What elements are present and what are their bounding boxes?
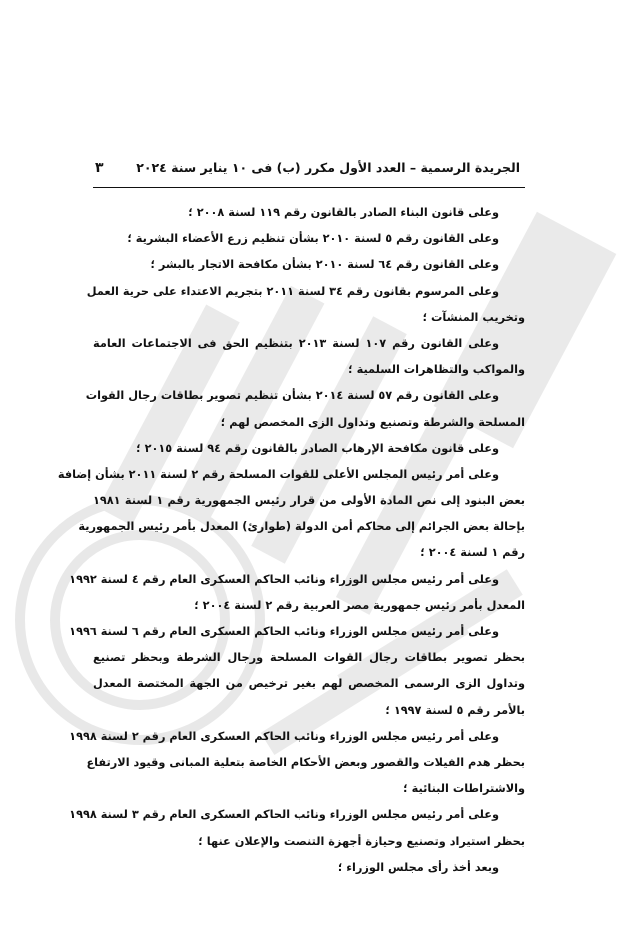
text-line: وعلى أمر رئيس مجلس الوزراء ونائب الحاكم العسكرى العام رقم ٦ لسنة ١٩٩٦: [69, 625, 499, 638]
text-line: بإحالة بعض الجرائم إلى محاكم أمن الدولة (طوارئ) المعدل بأمر رئيس الجمهورية: [78, 520, 525, 534]
text-line: وتخريب المنشآت ؛: [422, 310, 525, 324]
text-line: وعلى أمر رئيس مجلس الوزراء ونائب الحاكم العسكرى العام رقم ٣ لسنة ١٩٩٨: [69, 808, 499, 822]
text-line: وعلى أمر رئيس مجلس الوزراء ونائب الحاكم العسكرى العام رقم ٤ لسنة ١٩٩٢: [69, 572, 499, 586]
text-line: وعلى قانون البناء الصادر بالقانون رقم ١١٩ لسنة ٢٠٠٨ ؛: [188, 206, 499, 219]
text-line: وعلى القانون رقم ٥٧ لسنة ٢٠١٤ بشأن تنظيم تصوير بطاقات رجال القوات: [85, 389, 499, 403]
page-number: ٣: [95, 160, 104, 176]
text-line: والاشتراطات البنائية ؛: [403, 782, 525, 796]
text-line: وعلى أمر رئيس مجلس الوزراء ونائب الحاكم العسكرى العام رقم ٢ لسنة ١٩٩٨: [69, 729, 499, 743]
text-line: وعلى المرسوم بقانون رقم ٣٤ لسنة ٢٠١١ بتجريم الاعتداء على حرية العمل: [86, 284, 499, 298]
text-line: المسلحة والشرطة وتصنيع وتداول الزى المخصص لهم ؛: [220, 415, 525, 429]
text-line: بالأمر رقم ٥ لسنة ١٩٩٧ ؛: [385, 703, 525, 717]
text-line: وبعد أخذ رأى مجلس الوزراء ؛: [337, 860, 499, 874]
text-line: وعلى أمر رئيس المجلس الأعلى للقوات المسلحة رقم ٢ لسنة ٢٠١١ بشأن إضافة: [57, 467, 499, 481]
text-line: رقم ١ لسنة ٢٠٠٤ ؛: [420, 546, 525, 560]
text-line: بحظر تصوير بطاقات رجال القوات المسلحة ورجال الشرطة وبحظر تصنيع: [93, 651, 525, 665]
text-line: بعض البنود إلى نص المادة الأولى من قرار رئيس الجمهورية رقم ١ لسنة ١٩٨١: [93, 494, 525, 508]
text-line: وعلى القانون رقم ١٠٧ لسنة ٢٠١٣ بتنظيم الحق فى الاجتماعات العامة: [93, 336, 499, 350]
text-line: المعدل بأمر رئيس جمهورية مصر العربية رقم ٢ لسنة ٢٠٠٤ ؛: [194, 598, 525, 612]
text-line: وعلى القانون رقم ٦٤ لسنة ٢٠١٠ بشأن مكافحة الاتجار بالبشر ؛: [150, 258, 499, 272]
text-line: وتداول الزى الرسمى المخصص لهم بغير ترخيص من الجهة المختصة المعدل: [93, 677, 525, 691]
text-line: وعلى القانون رقم ٥ لسنة ٢٠١٠ بشأن تنظيم زرع الأعضاء البشرية ؛: [127, 232, 499, 246]
document-body: [57, 200, 525, 881]
text-line: والمواكب والتظاهرات السلمية ؛: [348, 363, 525, 377]
text-line: بحظر هدم الفيلات والقصور وبعض الأحكام الخاصة بتعلية المبانى وقيود الارتفاع: [86, 755, 525, 769]
header-title: الجريدة الرسمية – العدد الأول مكرر (ب) فى ١٠ يناير سنة ٢٠٢٤: [136, 160, 520, 175]
text-line: بحظر استيراد وتصنيع وحيازة أجهزة التنصت والإعلان عنها ؛: [198, 834, 525, 848]
header-divider: [93, 187, 525, 188]
page-header: [95, 158, 520, 180]
text-line: وعلى قانون مكافحة الإرهاب الصادر بالقانون رقم ٩٤ لسنة ٢٠١٥ ؛: [136, 441, 499, 455]
